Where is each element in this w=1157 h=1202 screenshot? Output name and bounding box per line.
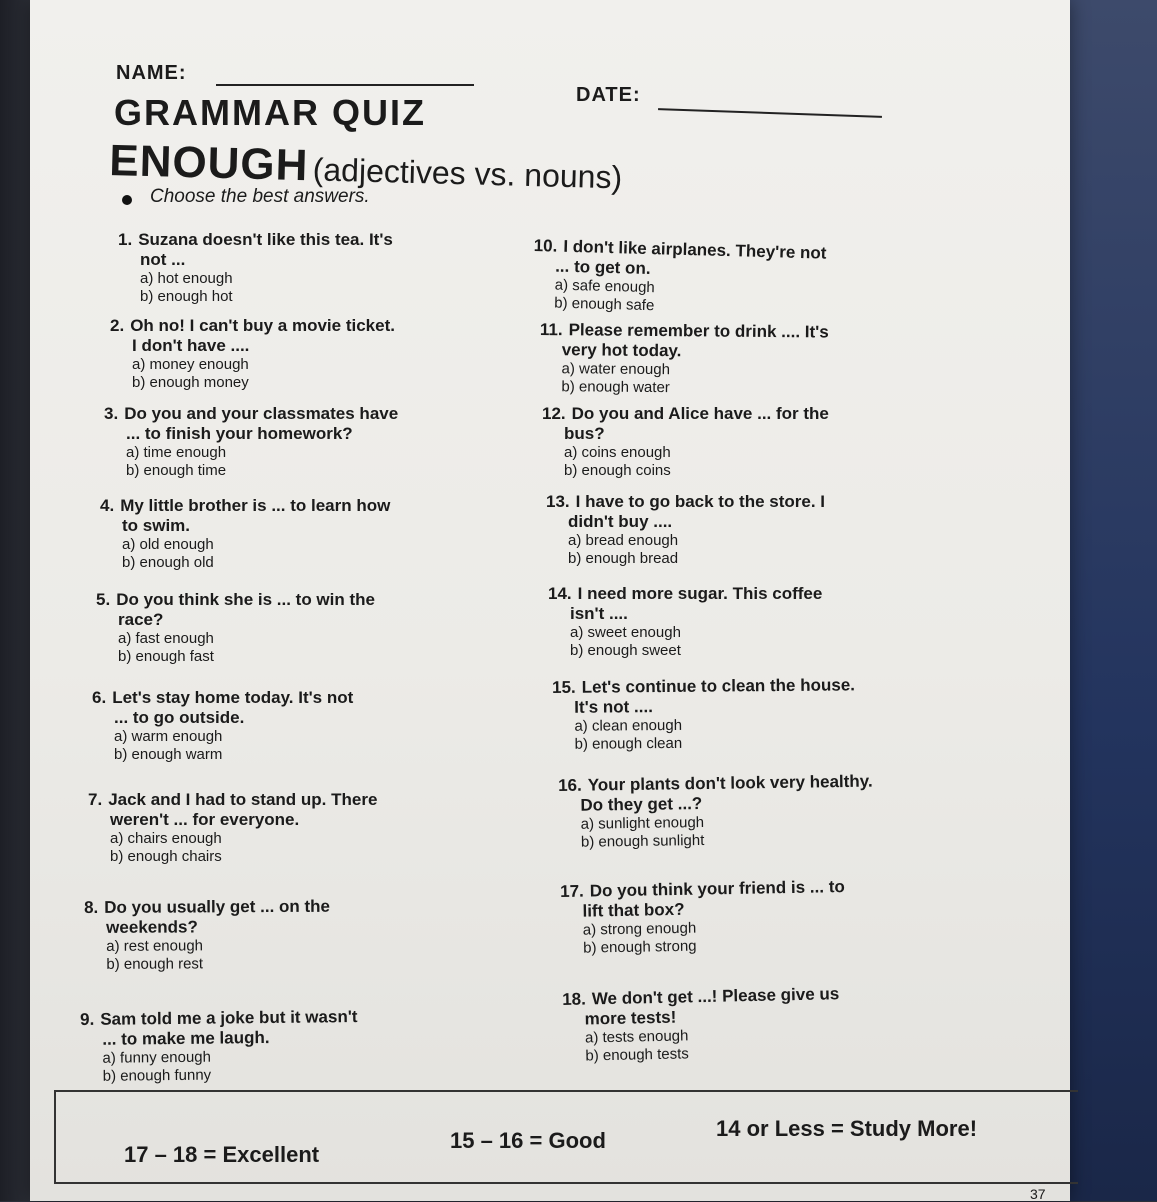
question-text-line2: I don't have .... <box>132 336 250 355</box>
option-b[interactable]: b) enough warm <box>114 746 223 763</box>
option-b[interactable]: b) enough sunlight <box>580 831 705 851</box>
question-stem <box>88 790 508 830</box>
option-b[interactable]: b) enough funny <box>102 1066 212 1085</box>
option-a[interactable]: a) coins enough <box>564 444 671 461</box>
question-stem <box>548 584 968 624</box>
question-number: 3. <box>104 404 119 423</box>
name-line <box>216 84 474 86</box>
question-text-line2: lift that box? <box>582 899 685 921</box>
question-stem <box>552 674 972 718</box>
question-number: 4. <box>100 496 115 515</box>
question-16 <box>558 770 979 852</box>
option-a[interactable]: a) time enough <box>126 444 227 461</box>
question-text-line1: I need more sugar. This coffee <box>577 584 823 603</box>
question-text-line2: weekends? <box>106 917 198 937</box>
question-text-line2: not ... <box>140 250 186 269</box>
question-text-line2: ... to get on. <box>554 256 651 279</box>
question-stem <box>118 230 538 270</box>
option-b[interactable]: b) enough old <box>122 554 214 571</box>
question-number: 15. <box>552 677 576 697</box>
option-a[interactable]: a) money enough <box>132 356 249 373</box>
option-b[interactable]: b) enough clean <box>574 734 683 753</box>
option-b[interactable]: b) enough tests <box>585 1045 689 1065</box>
option-a[interactable]: a) water enough <box>561 360 671 379</box>
page-number: 37 <box>1030 1186 1046 1202</box>
question-text-line1: Do you and Alice have ... for the <box>571 404 829 423</box>
question-stem <box>96 590 516 630</box>
question-stem <box>558 770 979 816</box>
question-17 <box>560 875 981 958</box>
question-text-line2: ... to make me laugh. <box>102 1028 270 1049</box>
option-b[interactable]: b) enough fast <box>118 648 214 665</box>
question-text-line1: Oh no! I can't buy a movie ticket. <box>130 316 395 335</box>
question-stem <box>104 404 524 444</box>
question-3 <box>104 404 524 480</box>
option-a[interactable]: a) clean enough <box>574 716 683 735</box>
score-good: 15 – 16 = Good <box>450 1128 606 1153</box>
date-label: DATE: <box>576 84 641 106</box>
option-b[interactable]: b) enough coins <box>564 462 671 479</box>
score-study-more: 14 or Less = Study More! <box>716 1116 978 1141</box>
question-number: 7. <box>88 790 103 809</box>
question-number: 10. <box>533 236 558 256</box>
question-1 <box>118 230 538 306</box>
option-b[interactable]: b) enough strong <box>583 937 697 957</box>
question-stem <box>84 896 504 938</box>
question-stem <box>100 496 520 536</box>
question-stem <box>546 492 966 532</box>
question-number: 8. <box>84 897 99 917</box>
option-a[interactable]: a) hot enough <box>140 270 233 287</box>
question-text-line2: to swim. <box>122 516 191 535</box>
main-subtitle: (adjectives vs. nouns) <box>312 151 623 196</box>
question-number: 14. <box>548 584 572 603</box>
question-2 <box>110 316 530 392</box>
question-text-line1: Do you think she is ... to win the <box>116 590 375 609</box>
question-9 <box>80 1006 501 1086</box>
main-title: ENOUGH <box>108 136 310 191</box>
option-a[interactable]: a) old enough <box>122 536 214 553</box>
question-stem <box>540 320 960 364</box>
question-number: 5. <box>96 590 111 609</box>
option-a[interactable]: a) rest enough <box>106 937 204 955</box>
option-b[interactable]: b) enough money <box>132 374 249 391</box>
question-number: 11. <box>539 320 563 340</box>
question-text-line2: more tests! <box>584 1007 677 1029</box>
option-b[interactable]: b) enough time <box>126 462 227 479</box>
question-number: 17. <box>560 881 584 901</box>
question-text-line2: didn't buy .... <box>568 512 673 531</box>
option-a[interactable]: a) chairs enough <box>110 830 222 847</box>
question-text-line1: My little brother is ... to learn how <box>120 496 391 515</box>
question-text-line2: weren't ... for everyone. <box>110 810 300 829</box>
question-15 <box>552 674 973 754</box>
question-text-line1: We don't get ...! Please give us <box>591 984 840 1009</box>
question-stem <box>110 316 530 356</box>
question-text-line2: It's not .... <box>574 697 653 717</box>
question-18 <box>562 981 983 1066</box>
score-excellent: 17 – 18 = Excellent <box>124 1142 320 1167</box>
quiz-title: GRAMMAR QUIZ <box>114 92 426 133</box>
option-a[interactable]: a) bread enough <box>568 532 679 549</box>
question-number: 9. <box>80 1009 95 1029</box>
bullet-icon <box>122 195 132 205</box>
question-stem <box>80 1006 500 1050</box>
question-text-line2: race? <box>118 610 164 629</box>
question-text-line2: ... to finish your homework? <box>126 424 353 443</box>
option-a[interactable]: a) strong enough <box>582 919 697 939</box>
question-text-line2: very hot today. <box>561 340 682 361</box>
option-a[interactable]: a) safe enough <box>554 276 655 297</box>
option-a[interactable]: a) tests enough <box>584 1027 689 1047</box>
question-10 <box>532 236 954 323</box>
question-text-line1: I have to go back to the store. I <box>575 492 826 511</box>
question-text-line1: Sam told me a joke but it wasn't <box>100 1007 358 1029</box>
question-number: 1. <box>118 230 133 249</box>
question-text-line2: bus? <box>564 424 605 443</box>
question-text-line1: Jack and I had to stand up. There <box>108 790 378 809</box>
option-b[interactable]: b) enough bread <box>568 550 679 567</box>
question-5 <box>96 590 516 666</box>
question-text-line1: Do you and your classmates have <box>124 404 399 423</box>
option-a[interactable]: a) sweet enough <box>570 624 681 641</box>
question-number: 6. <box>92 688 107 707</box>
option-b[interactable]: b) enough rest <box>106 955 204 973</box>
option-b[interactable]: b) enough chairs <box>110 848 222 865</box>
question-text-line1: Suzana doesn't like this tea. It's <box>138 230 393 249</box>
instructions: Choose the best answers. <box>150 186 370 207</box>
question-stem <box>92 688 512 728</box>
question-13 <box>546 492 966 568</box>
name-label: NAME: <box>116 62 187 84</box>
question-number: 16. <box>558 775 582 795</box>
question-text-line2: isn't .... <box>570 604 628 623</box>
option-a[interactable]: a) warm enough <box>114 728 223 745</box>
quiz-worksheet <box>30 0 1070 1201</box>
date-line <box>658 108 882 118</box>
question-text-line1: Let's stay home today. It's not <box>112 688 354 707</box>
option-b[interactable]: b) enough safe <box>554 294 655 315</box>
question-text-line1: Do you usually get ... on the <box>104 896 331 917</box>
question-text-line1: Do you think your friend is ... to <box>589 877 845 901</box>
option-a[interactable]: a) fast enough <box>118 630 214 647</box>
question-number: 12. <box>542 404 566 423</box>
question-text-line2: Do they get ...? <box>580 793 703 815</box>
question-text-line1: I don't like airplanes. They're not <box>563 236 827 263</box>
question-text-line1: Let's continue to clean the house. <box>581 675 856 697</box>
question-8 <box>84 896 504 974</box>
option-b[interactable]: b) enough water <box>561 378 670 397</box>
option-a[interactable]: a) sunlight enough <box>580 813 705 833</box>
option-b[interactable]: b) enough hot <box>140 288 233 305</box>
question-stem <box>542 404 962 444</box>
question-6 <box>92 688 512 764</box>
question-11 <box>539 320 960 400</box>
question-text-line1: Your plants don't look very healthy. <box>587 771 873 795</box>
question-4 <box>100 496 520 572</box>
question-14 <box>548 584 968 660</box>
question-number: 2. <box>110 316 125 335</box>
option-a[interactable]: a) funny enough <box>102 1048 212 1067</box>
question-7 <box>88 790 508 866</box>
question-number: 13. <box>546 492 570 511</box>
option-b[interactable]: b) enough sweet <box>570 642 681 659</box>
question-text-line1: Please remember to drink .... It's <box>568 320 829 342</box>
question-12 <box>542 404 962 480</box>
question-text-line2: ... to go outside. <box>114 708 245 727</box>
question-number: 18. <box>562 989 587 1009</box>
